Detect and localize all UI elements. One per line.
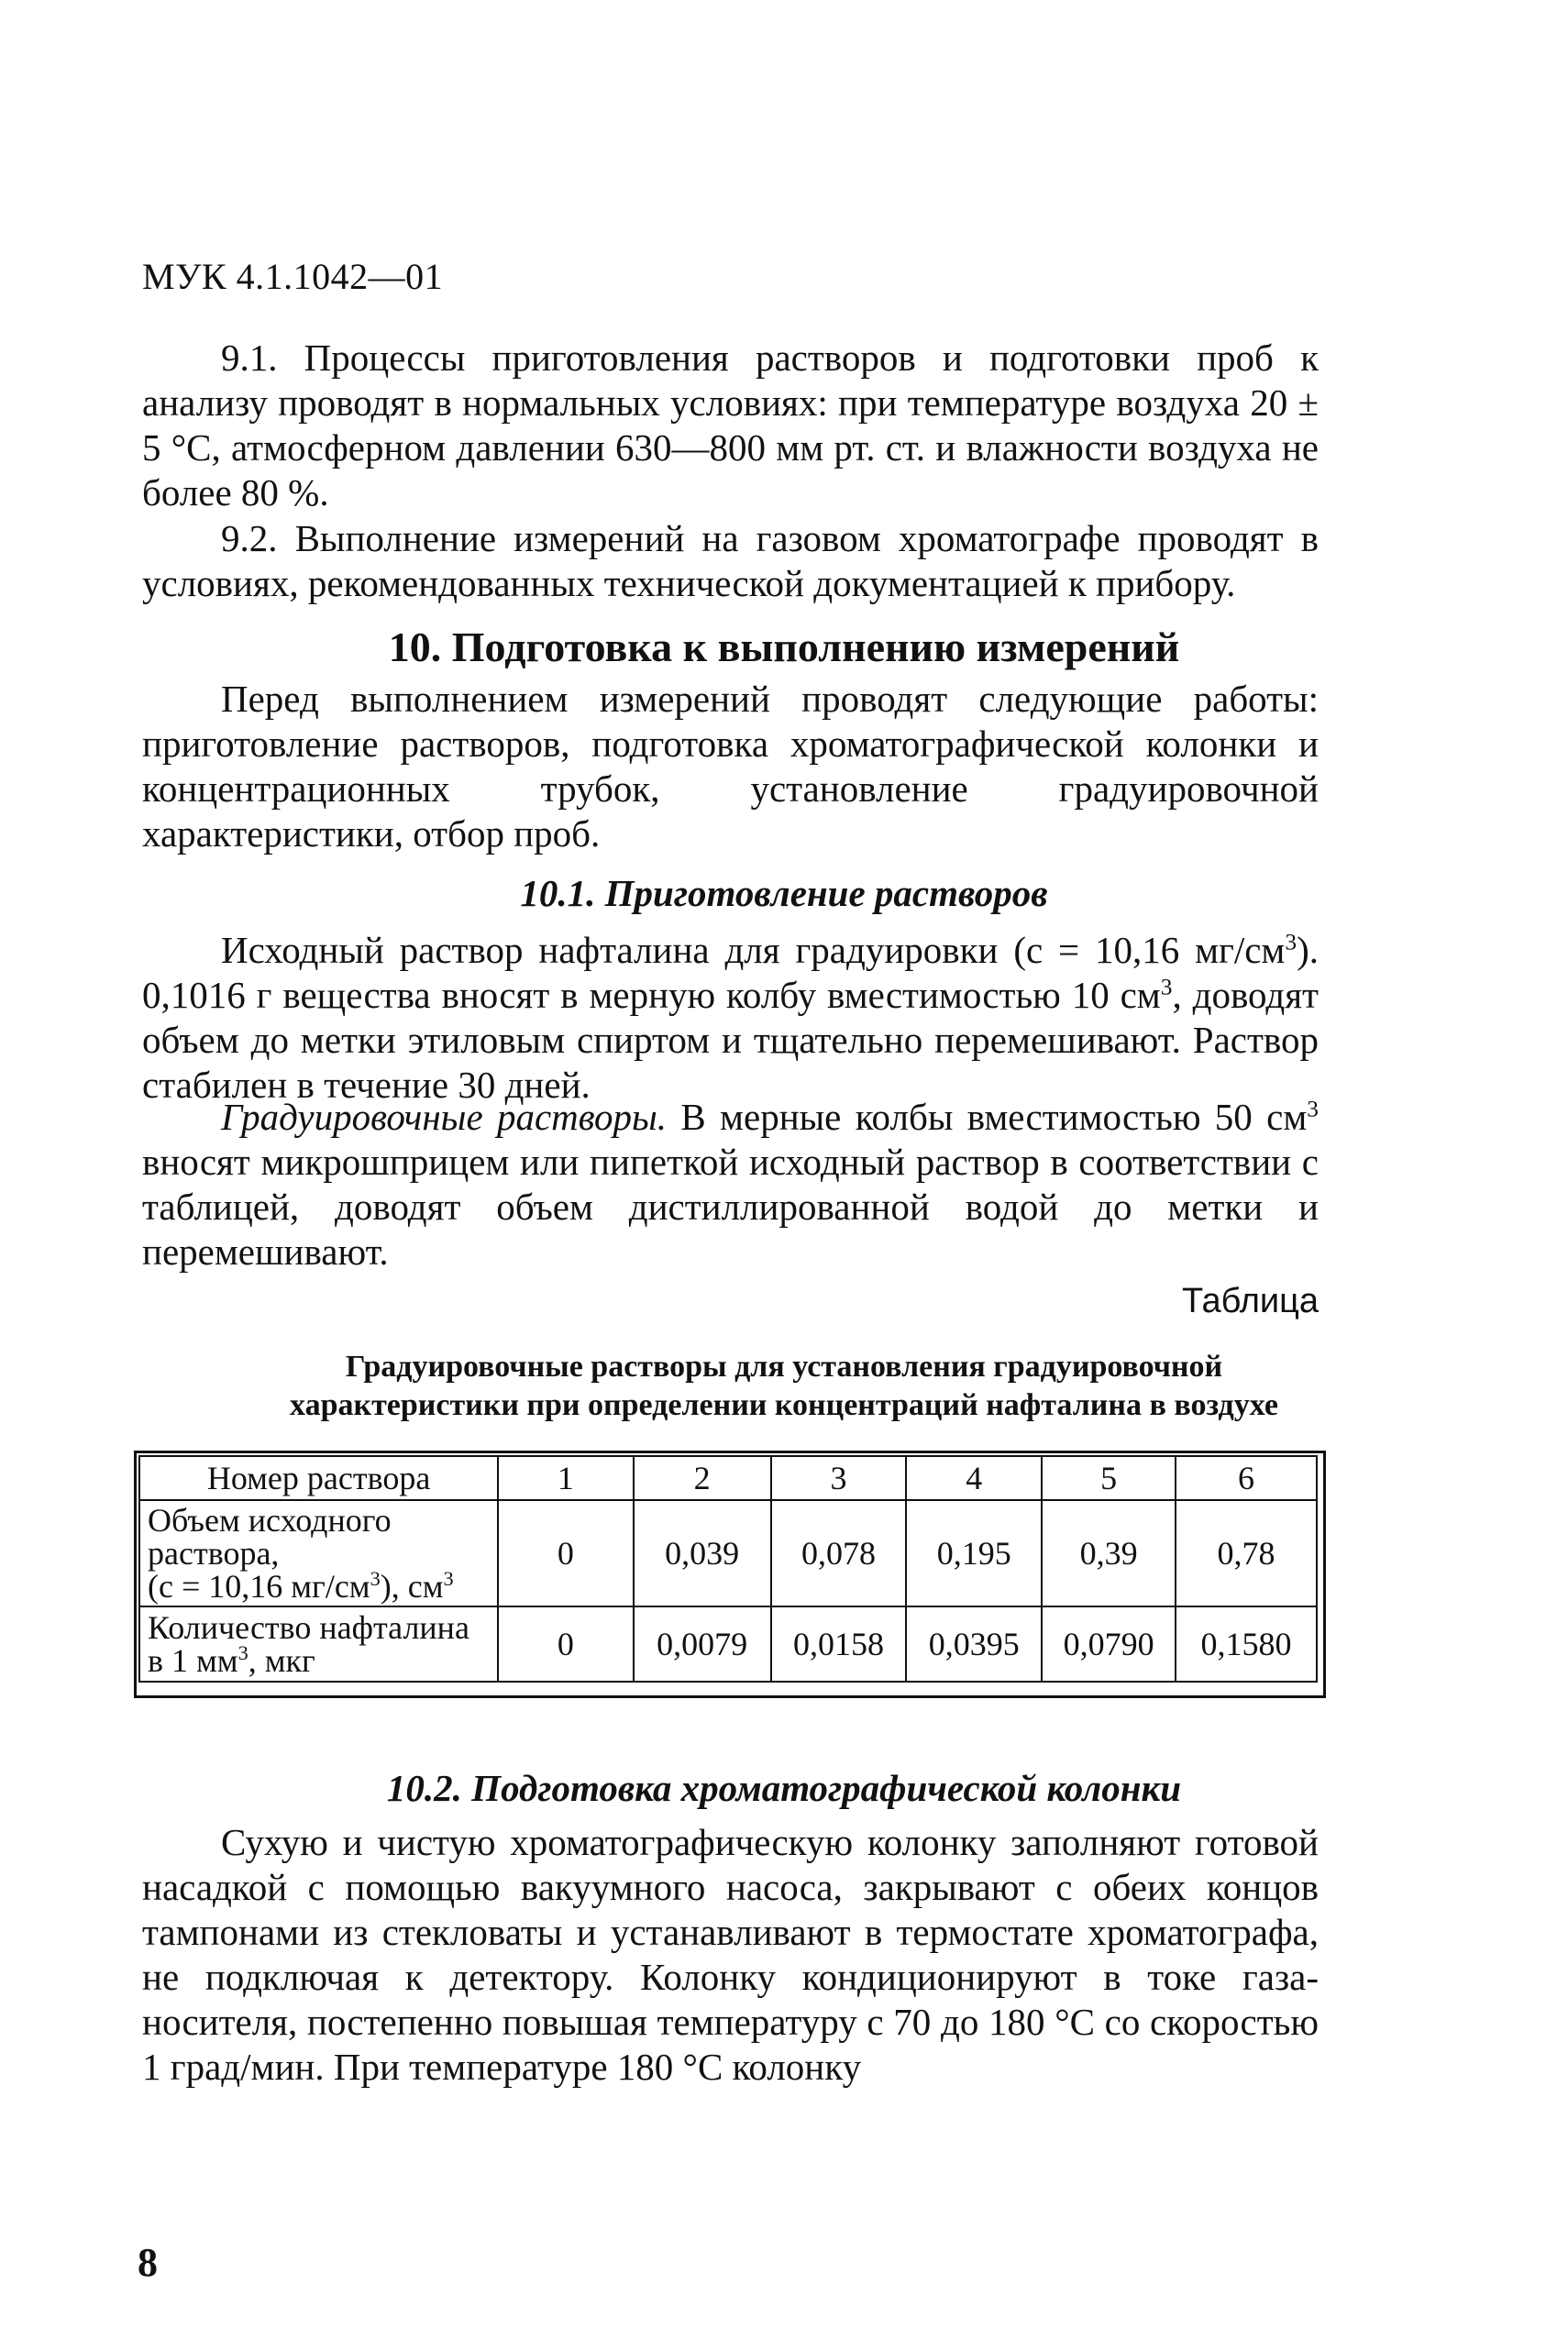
table-cell: 0,078 [771,1500,907,1606]
row-label-text: Количество нафталина в 1 мм [148,1609,469,1679]
table-row [139,1500,1317,1606]
table-cell: 0,195 [906,1500,1042,1606]
superscript: 3 [370,1567,381,1590]
calibration-solutions-lead: Градуировочные растворы. [221,1096,668,1138]
table-cell: 0,1580 [1176,1606,1317,1682]
table-header-cell: 1 [498,1456,634,1500]
section-10-2-heading: 10.2. Подготовка хроматографической колонки [386,1767,1182,1809]
row-label-text: Объем исходного раствора, [148,1502,392,1572]
table-header-label: Номер раствора [139,1456,498,1500]
table-header-cell: 3 [771,1456,907,1500]
calibration-table [138,1455,1318,1683]
superscript: 3 [443,1567,454,1590]
section-10-intro-text: Перед выполнением измерений проводят следующие работы: приготовление растворов, подготовка хроматографической колонки и концентрационных трубок, установление градуировочной характеристики, отбор проб. [142,678,1319,855]
table-cell: 0 [498,1500,634,1606]
section-10-2-paragraph [142,1820,1319,2090]
paragraph-9-2 [142,516,1319,606]
table-row [139,1606,1317,1682]
table-header-cell: 4 [906,1456,1042,1500]
row-label-text: (с = 10,16 мг/см [148,1568,370,1605]
table-row-label [139,1606,498,1682]
stock-solution-text-a: Исходный раствор нафталина для градуировки (с = 10,16 мг/см [221,929,1286,971]
section-10-2-text: Сухую и чистую хроматографическую колонку заполняют готовой насадкой с помощью вакуумного насоса, закрывают с обеих концов тампонами из стекловаты и устанавливают в термостате хроматографа, не подключая к детектору. Колонку кондиционируют в токе газа-носителя, постепенно повышая температуру с 70 до 180 °С со скоростью 1 град/мин. При температуре 180 °С колонку [142,1821,1319,2088]
table-title-line-1: Градуировочные растворы для установления градуировочной [345,1350,1223,1384]
table-label: Таблица [1182,1282,1319,1320]
table-row-label [139,1500,498,1606]
table-cell: 0,0395 [906,1606,1042,1682]
calibration-solutions-text-b: вносят микрошприцем или пипеткой исходный раствор в соответствии с таблицей, доводят объем дистиллированной водой до метки и перемешивают. [142,1141,1319,1273]
calibration-solutions-paragraph [142,1095,1319,1275]
superscript: 3 [1160,974,1173,1000]
table-cell: 0,39 [1042,1500,1176,1606]
document-header: МУК 4.1.1042—01 [142,256,444,297]
row-label-text: ), см [380,1568,444,1605]
table-header-cell: 6 [1176,1456,1317,1500]
superscript: 3 [1307,1096,1319,1122]
table-header-cell: 2 [634,1456,771,1500]
table-header-cell: 5 [1042,1456,1176,1500]
table-cell: 0,0790 [1042,1606,1176,1682]
page-number: 8 [138,2240,158,2285]
section-10-intro [142,677,1319,856]
superscript: 3 [237,1641,248,1664]
superscript: 3 [1285,929,1297,955]
table-cell: 0,0079 [634,1606,771,1682]
stock-solution-paragraph [142,928,1319,1108]
paragraph-9-1 [142,336,1319,515]
calibration-solutions-text-a: В мерные колбы вместимостью 50 см [667,1096,1308,1138]
stock-solution-text-c: , доводят объем до метки этиловым спиртом и тщательно перемешивают. Раствор стабилен в течение 30 дней. [142,974,1319,1106]
table-title [0,1348,1568,1425]
table-cell: 0,78 [1176,1500,1317,1606]
paragraph-9-1-text: 9.1. Процессы приготовления растворов и подготовки проб к анализу проводят в нормальных условиях: при температуре воздуха 20 ± 5 °С, атмосферном давлении 630—800 мм рт. ст. и влажности воздуха не более 80 %. [142,337,1319,513]
paragraph-9-2-text: 9.2. Выполнение измерений на газовом хроматографе проводят в условиях, рекомендованных технической документацией к прибору. [142,517,1319,604]
table-cell: 0,039 [634,1500,771,1606]
table-header-row [139,1456,1317,1500]
stock-solution-text-b: ). 0,1016 г вещества вносят в мерную колбу вместимостью 10 см [142,929,1319,1016]
table-cell: 0 [498,1606,634,1682]
table-cell: 0,0158 [771,1606,907,1682]
section-10-heading: 10. Подготовка к выполнению измерений [388,624,1180,670]
row-label-text: , мкг [248,1642,315,1679]
section-10-1-heading: 10.1. Приготовление растворов [520,872,1048,914]
table-title-line-2: характеристики при определении концентраций нафталина в воздухе [290,1388,1278,1422]
